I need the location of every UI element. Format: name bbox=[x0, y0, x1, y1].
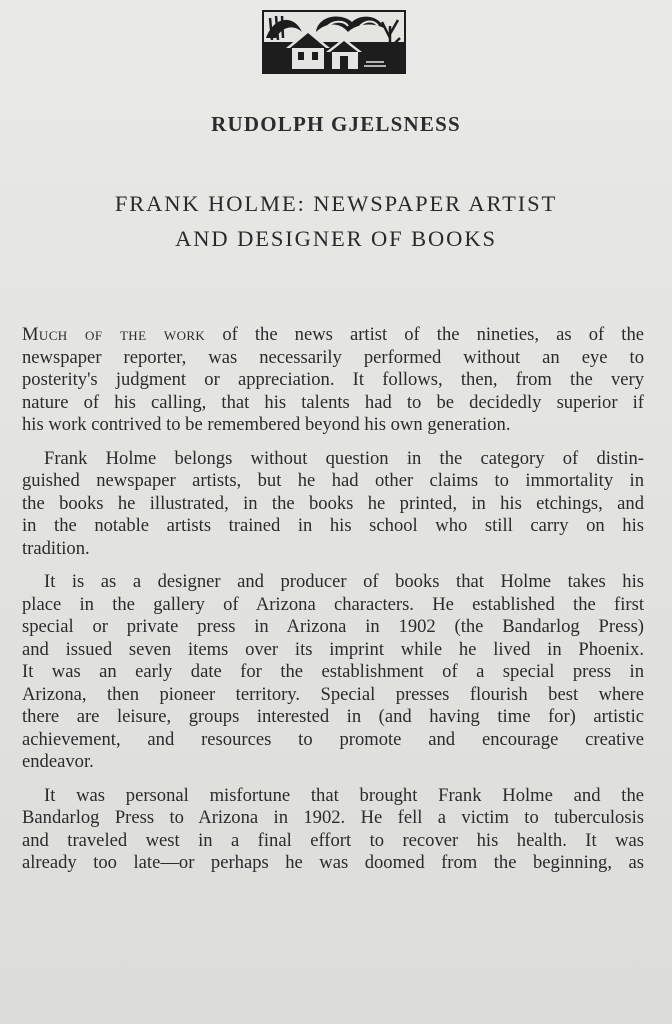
text-line: and issued seven items over its imprint while he lived in Phoenix. bbox=[22, 638, 644, 660]
text-line: Frank Holme belongs without question in the category of distin- bbox=[44, 447, 644, 469]
text-line: his work contrived to be remembered beyond his own generation. bbox=[22, 414, 511, 435]
text-line: Much of the work of the news artist of the nineties, as of the bbox=[22, 324, 644, 345]
title-line-1: FRANK HOLME: NEWSPAPER ARTIST bbox=[114, 191, 558, 216]
text-line: special or private press in Arizona in 1902 (the Bandarlog Press) bbox=[22, 616, 644, 637]
author-name: RUDOLPH GJELSNESS bbox=[211, 112, 461, 136]
text-line: endeavor. bbox=[22, 751, 94, 772]
text-line: tradition. bbox=[22, 537, 90, 559]
text-line: newspaper reporter, was necessarily performed without an eye to bbox=[22, 346, 644, 368]
paragraph-1 bbox=[22, 324, 644, 437]
text-line: place in the gallery of Arizona characters. He established the first bbox=[22, 593, 644, 615]
text-line: already too late—or perhaps he was doomed from the beginning, as bbox=[22, 852, 644, 873]
text-line: Arizona, then pioneer territory. Special presses flourish best where bbox=[22, 683, 644, 705]
text-line: It is as a designer and producer of books that Holme takes his bbox=[44, 571, 644, 592]
paragraph-2 bbox=[22, 448, 644, 561]
text-line: there are leisure, groups interested in (and having time for) artistic bbox=[22, 706, 644, 727]
woodcut-vignette-icon bbox=[256, 8, 412, 76]
text-line: and traveled west in a final effort to recover his health. It was bbox=[22, 829, 644, 851]
text-line: nature of his calling, that his talents had to be decidedly superior if bbox=[22, 391, 644, 413]
text-line: achievement, and resources to promote and encourage creative bbox=[22, 728, 644, 750]
article-title bbox=[0, 186, 672, 256]
article-body bbox=[22, 324, 644, 886]
text-line: the books he illustrated, in the books he printed, in his etchings, and bbox=[22, 492, 644, 514]
text-line: It was an early date for the establishment of a special press in bbox=[22, 661, 644, 682]
text-line: posterity's judgment or appreciation. It follows, then, from the very bbox=[22, 369, 644, 390]
paragraph-3 bbox=[22, 571, 644, 774]
title-line-2: AND DESIGNER OF BOOKS bbox=[175, 226, 497, 251]
smallcaps-lead: Much of the work bbox=[22, 324, 206, 345]
paragraph-4 bbox=[22, 785, 644, 875]
text-line: guished newspaper artists, but he had other claims to immortality in bbox=[22, 470, 644, 491]
text-line: It was personal misfortune that brought Frank Holme and the bbox=[44, 784, 644, 806]
text-line: Bandarlog Press to Arizona in 1902. He fell a victim to tuberculosis bbox=[22, 807, 644, 828]
text-line: in the notable artists trained in his school who still carry on his bbox=[22, 515, 644, 536]
